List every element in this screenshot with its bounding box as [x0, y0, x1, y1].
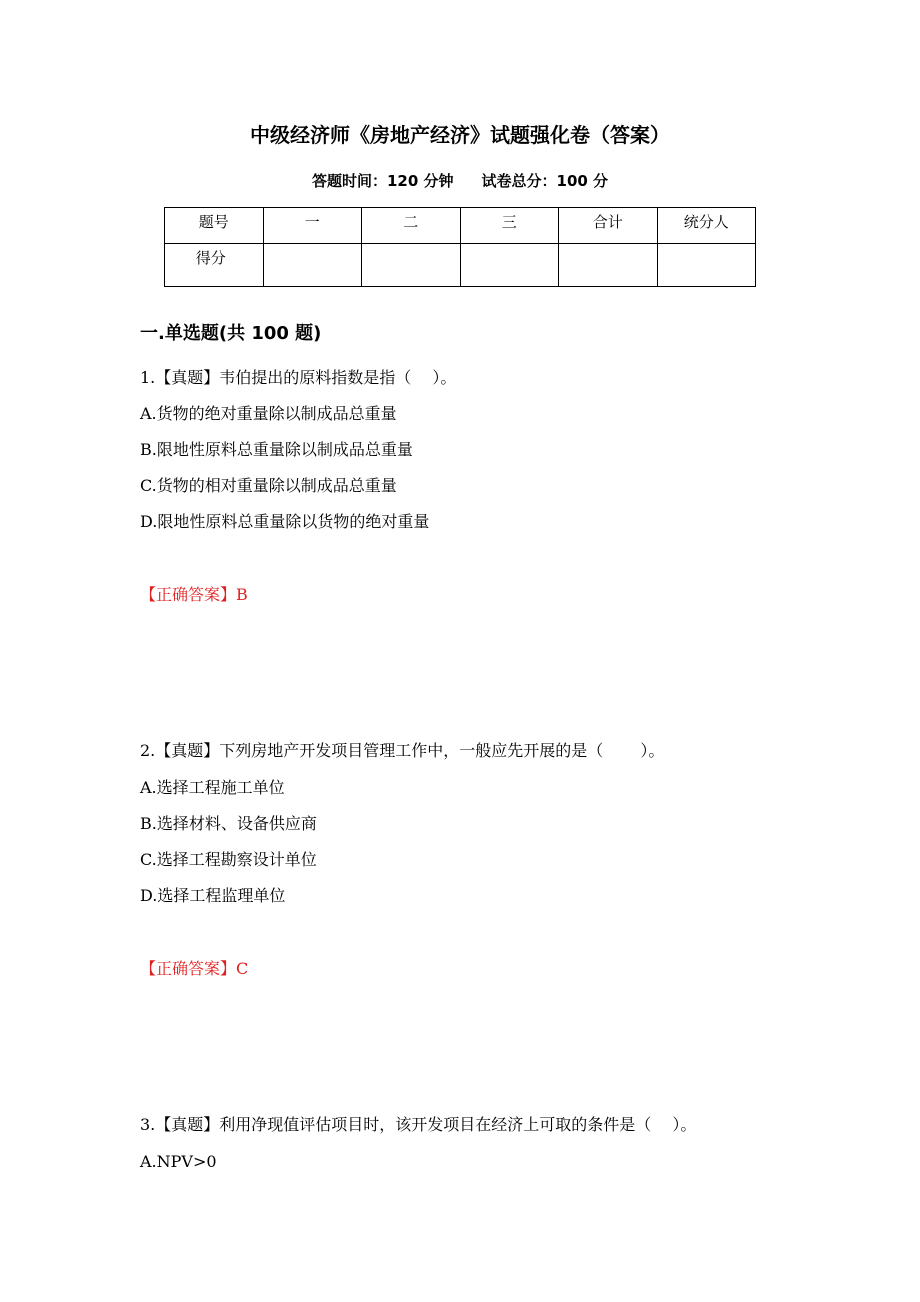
- score-table-row-label: 得分: [165, 244, 264, 287]
- question-1-option-d: D.限地性原料总重量除以货物的绝对重量: [140, 512, 430, 531]
- question-3-stem: 3.【真题】利用净现值评估项目时，该开发项目在经济上可取的条件是（ ）。: [140, 1115, 697, 1134]
- score-cell: [460, 244, 559, 287]
- question-1-option-b: B.限地性原料总重量除以制成品总重量: [140, 440, 413, 459]
- question-2-answer: 【正确答案】C: [140, 959, 249, 978]
- section-heading: 一.单选题(共 100 题): [140, 323, 322, 344]
- question-2-stem: 2.【真题】下列房地产开发项目管理工作中，一般应先开展的是（ ）。: [140, 741, 665, 760]
- question-1-stem: 1.【真题】韦伯提出的原料指数是指（ ）。: [140, 368, 457, 387]
- score-table-header-cell: 题号: [165, 208, 264, 244]
- score-cell: [362, 244, 461, 287]
- question-1-option-a: A.货物的绝对重量除以制成品总重量: [140, 404, 397, 423]
- score-table-header-row: [165, 208, 756, 244]
- question-1-option-c: C.货物的相对重量除以制成品总重量: [140, 476, 397, 495]
- score-table-score-row: [165, 244, 756, 287]
- exam-meta: [0, 169, 920, 193]
- question-1-answer: 【正确答案】B: [140, 585, 248, 604]
- score-table-header-cell: 统分人: [657, 208, 756, 244]
- score-table-header-cell: 三: [460, 208, 559, 244]
- exam-total-score: 试卷总分：100 分: [481, 172, 609, 190]
- question-2-option-d: D.选择工程监理单位: [140, 886, 286, 905]
- score-table-header-cell: 合计: [559, 208, 658, 244]
- question-2-option-c: C.选择工程勘察设计单位: [140, 850, 317, 869]
- question-3-option-a: A.NPV>0: [140, 1152, 217, 1171]
- score-cell: [263, 244, 362, 287]
- score-cell: [657, 244, 756, 287]
- score-cell: [559, 244, 658, 287]
- question-2-option-b: B.选择材料、设备供应商: [140, 814, 317, 833]
- question-2-option-a: A.选择工程施工单位: [140, 778, 285, 797]
- document-title: 中级经济师《房地产经济》试题强化卷（答案）: [250, 123, 670, 147]
- score-table: [164, 207, 756, 287]
- score-table-header-cell: 二: [362, 208, 461, 244]
- exam-time: 答题时间：120 分钟: [311, 172, 454, 190]
- score-table-header-cell: 一: [263, 208, 362, 244]
